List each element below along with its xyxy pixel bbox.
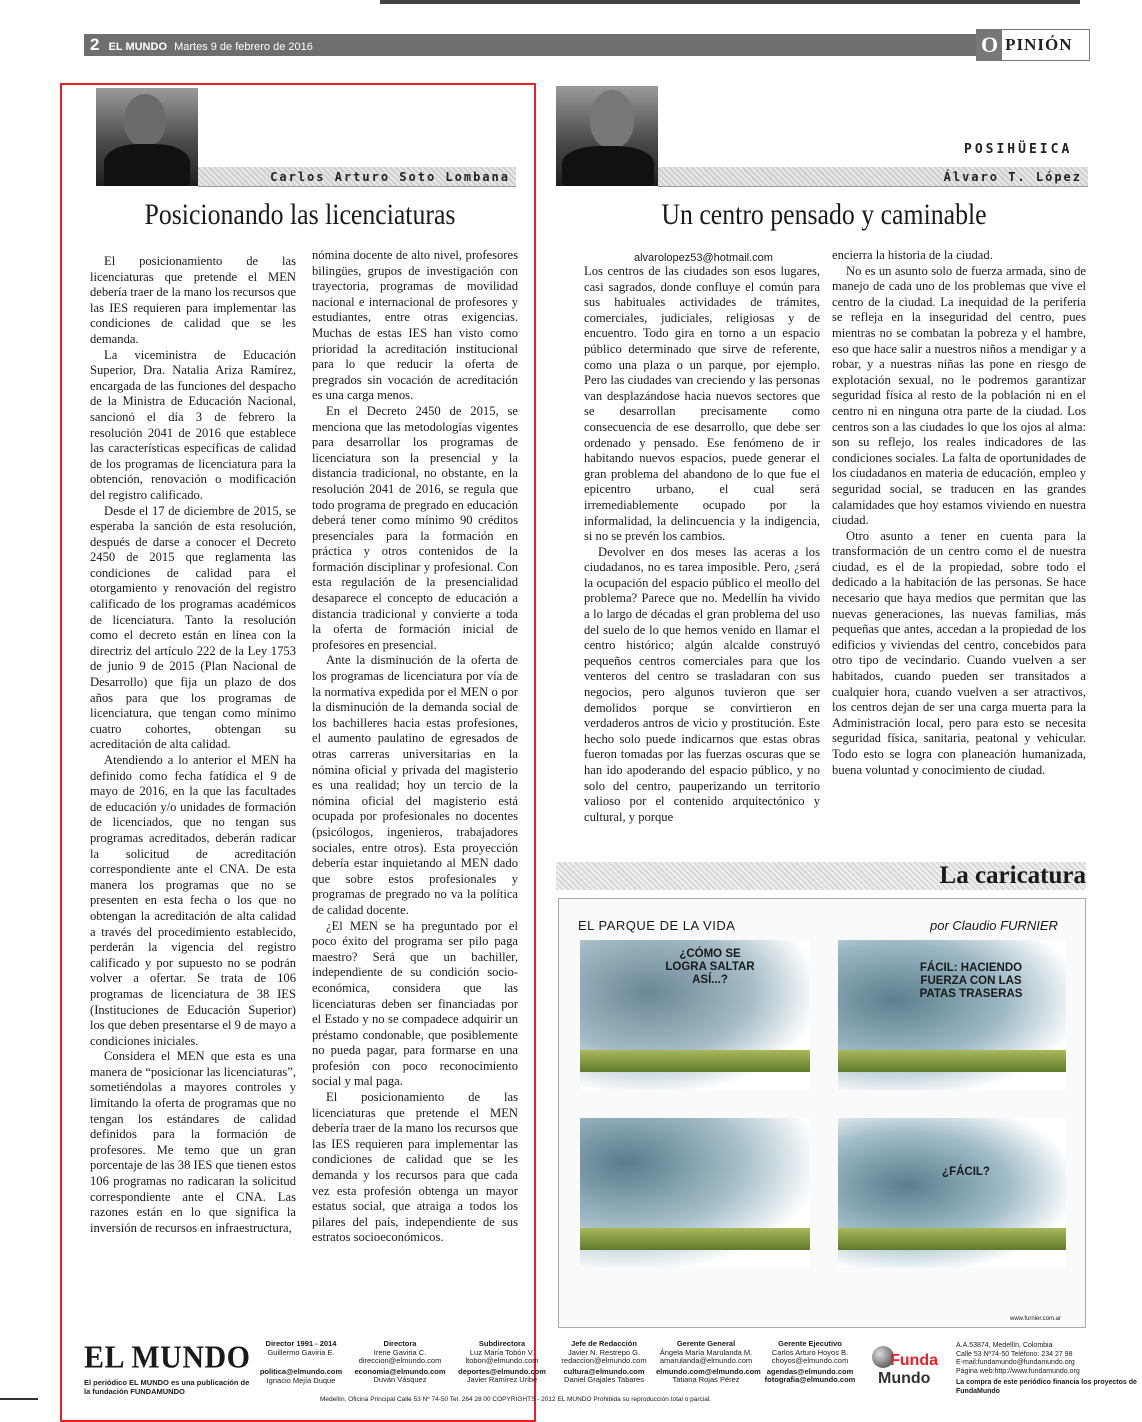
issue-date: Martes 9 de febrero de 2016 [174,41,313,53]
paragraph: El posicionamiento de las licenciaturas que pretende el MEN debería traer de la mano los recursos que las IES requieren para implementar las condiciones de calidad que se les demanda. [90,254,296,346]
staff-role: Gerente Ejecutivo [778,1339,842,1348]
staff-email-under: redaccion@elmundo.com [561,1356,647,1366]
staff-name: Carlos Arturo Hoyos B. [771,1347,849,1357]
cartoon-panel-3 [580,1118,810,1268]
cartoon-strip-title: EL PARQUE DE LA VIDA [578,918,736,933]
staff-email: politica@elmundo.com [259,1367,343,1377]
panel-ground [838,1228,1066,1250]
footer-logo-caption: El periódico EL MUNDO es una publicación de la fundación FUNDAMUNDO [84,1378,250,1396]
staff-role: Subdirectora [478,1339,526,1348]
photo-head [590,90,634,148]
staff-block [656,1339,761,1385]
paragraph: En el Decreto 2450 de 2015, se menciona que las metodologías vigentes para desarrollar los programas de licenciatura son la presencial y la distancia tradicional, no obstante, en la resolución 2041 de 2016, se regula que todo programa de pregrado en educación deberá tener como mínimo 90 créditos presenciales para la formación en práctica y otros contenidos de la formación disciplinar y profesional. Con esta regulación de la presencialidad desaparece el concepto de educación a distancia tradicional y convierte a toda la oferta de formación inicial de profesores en presencial. [312,403,518,652]
staff-name-2: Ignacio Mejía Duque [266,1375,336,1385]
staff-block [256,1340,346,1385]
fundamundo-logo [868,1344,948,1396]
staff-email: agendas@elmundo.com [766,1366,854,1376]
contact-line: Página web:http://www.fundamundo.org [956,1367,1080,1375]
staff-block [454,1340,550,1385]
right-article-col1 [584,264,820,825]
paper-name: EL MUNDO [108,41,167,53]
staff-name-2: Duván Vásquez [373,1375,427,1385]
cartoon-panel-4 [838,1118,1066,1268]
photo-suit [104,144,190,186]
staff-name: Luz María Tobón V. [469,1347,535,1357]
footer-address: Medellín, Oficina Principal Calle 53 Nº 74-50 Tel. 264 28 00 COPYRIGHTS - 2012 EL MUNDO Prohibida su reproducción total o parcial. [320,1396,712,1403]
paragraph: La viceministra de Educación Superior, Dra. Natalia Ariza Ramírez, encargada de las funciones del despacho de la Ministra de Educación Nacional, sancionó el día 3 de febrero la resolución 2041 de 2016 que establece las características específicas de calidad de los programas de licenciatura para la obtención, renovación o modificación del registro calificado. [90,347,296,502]
author-email: alvarolopez53@hotmail.com [634,252,773,264]
page-number: 2 [90,35,100,54]
column-kicker: POSIHÜEICA [964,142,1073,157]
spacer [256,1357,346,1366]
staff-block [760,1340,860,1385]
byline-bar-right [658,167,1088,187]
staff-name: Guillermo Gaviria E. [267,1347,335,1357]
paragraph: ¿El MEN se ha preguntado por el poco éxito del programa ser pilo paga maestro? Será que un bachiller, independiente de su condición socio-económica, considera que las licenciaturas deben ser financiadas por el Estado y no se compadece adquirir un préstamo condonable, que posiblemente no pueda pagar, para formarse en una profesión con poco reconocimiento social y mal paga. [312,918,518,1089]
photo-suit [562,146,654,186]
speech-bubble-2: FÁCIL: HACIENDO FUERZA CON LAS PATAS TRASERAS [919,962,1023,1000]
staff-email: economia@elmundo.com [354,1366,446,1376]
paragraph: encierra la historia de la ciudad. [832,248,993,262]
panel-ground [580,1050,810,1072]
right-article-col2 [832,248,1086,778]
paragraph: Los centros de las ciudades son esos lugares, casi sagrados, donde confluye el común para sus habituales actividades de trámites, comerciales, judiciales, religiosas y de encuentro. Todo gira en torno a un espacio público determinado que sirve de referente, como una plaza o un parque, por ejemplo. Pero las ciudades van creciendo y las personas van desplazándose hacia nuevos sectores que se desarrollan precisamente como consecuencia de ese desarrollo, que debe ser ordenado y pensado. Ese fenómeno de ir habitando nuevos espacios, puede generar el gran problema del abandono de lo que fue el epicentro urbano, el cual será irremediablemente ocupado por la informalidad, la delincuencia y la indigencia, si no se prevén los cambios. [584,264,820,544]
paragraph: Ante la disminución de la oferta de los programas de licenciatura por vía de la normativa expedida por el MEN o por la disminución de la demanda social de los bachilleres hacia estas profesiones, el aumento paulatino de egresados de otras carreras universitarias en la nómina oficial y privada del magisterio es una realidad; hoy un tercio de la nómina oficial del magisterio está ocupada por profesionales no docentes (psicólogos, ingenieros, trabajadores sociales, entre otros). Esta proyección debería estar inquietando al MEN dado que sobre estos profesionales y programas de pregrado no va la política de calidad docente. [312,653,518,917]
paragraph: Considera el MEN que esta es una manera de “posicionar las licenciaturas”, sometiéndolas a mayores controles y limitando la oferta de programas que no tengan los estándares de calidad definidos para la formación de profesores. Me temo que un gran porcentaje de las 38 IES que tienen estos 106 programas no radicaran la solicitud correspondiente ante el CNA. Las razones están en lo que significa la inversión de recursos en infraestructura, [90,1049,296,1235]
photo-head [124,94,166,146]
panel-ground [838,1050,1066,1072]
speech-bubble-3: ¿FÁCIL? [942,1166,990,1178]
section-initial: O [977,30,1002,60]
author-name-left: Carlos Arturo Soto Lombana [270,170,510,184]
headline-right: Un centro pensado y caminable [661,198,987,231]
staff-email: cultura@elmundo.com [563,1366,645,1376]
author-photo-left [96,88,198,186]
byline-bar-left [198,167,516,187]
staff-name-2: Tatiana Rojas Pérez [672,1375,740,1385]
staff-email: deportes@elmundo.com [458,1366,546,1376]
staff-email: elmundo.com@elmundo.com [656,1366,761,1376]
author-photo-right [556,86,658,186]
section-label [976,29,1090,61]
footer-contact [956,1342,1142,1396]
staff-block [556,1340,652,1385]
left-article-col2 [312,248,518,1246]
paragraph: Atendiendo a lo anterior el MEN ha definido como fecha fatídica el 9 de mayo de 2016, en la que las facultades de educación y/o unidades de formación de licenciados, que no tengan sus programas acreditados, deberán radicar la solicitud de acreditación correspondiente ante el CNA. De esta manera los programas que no se presenten en esta fecha o los que no obtengan la acreditación de alta calidad a través del procedimiento establecido, perderán la vigencia del registro calificado y por supuesto no se podrán volver a ofertar. Se trata de 106 programas de licenciatura de 38 IES (Instituciones de Educación Superior) los que deben presentarse el 9 de mayo a condiciones iniciales. [90,753,296,1048]
contact-line: Calle 53 Nº74-50 Teléfono: 234 27 98 [956,1350,1073,1358]
staff-name: Javier N. Restrepo G. [567,1347,641,1357]
caricatura-heading: La caricatura [939,862,1086,889]
staff-block [352,1340,448,1385]
paragraph: Otro asunto a tener en cuenta para la transformación de un centro como el de nuestra ciudad, es el de la propiedad, sobre todo el dedicado a la habitación de las personas. Se hace necesario que haya medios que permitan que las nuevas generaciones, las nuevas familias, más pequeñas que antes, accedan a la propiedad de los edificios y viviendas del centro, concebidos para otro tipo de vecindario. Cuando vuelven a ser habitados, cuando pueden ser transitados a cualquier hora, cuando vuelven a ser atractivos, los centros dejan de ser una carga muerta para la Administración local, pero para esto se necesita seguridad física, sanitaria, peatonal y vehicular. Todo esto se logra con planeación humanizada, buena voluntad y conocimiento de ciudad. [832,528,1086,777]
staff-email-under: direccion@elmundo.com [358,1356,442,1366]
footer-tagline: La compra de este periódico financia los proyectos de FundaMundo [956,1379,1137,1395]
section-rest: PINIÓN [1005,35,1073,54]
staff-name-2: Javier Ramírez Uribe [466,1375,538,1385]
paragraph: nómina docente de alto nivel, profesores bilingües, grupos de investigación con trayectoria, programas de movilidad nacional e internacional de profesores y estudiantes, entre otras exigencias. Muchas de estas IES han visto como prioridad la acreditación institucional para lo que reducir la oferta de pregrados sin vocación de acreditación es una carga menos. [312,248,518,403]
staff-role: Jefe de Redacción [571,1339,637,1348]
staff-role: Director 1991 - 2014 [265,1339,337,1348]
left-article-col1 [90,254,296,1236]
paragraph: Desde el 17 de diciembre de 2015, se esperaba la sanción de esta resolución, después de darse a conocer el Decreto 2450 de 2015 que reglamenta las condiciones de calidad para el otorgamiento y renovación del registro calificado de los programas académicos de licenciatura. Tanto la resolución como el decreto están en línea con la directriz del artículo 222 de la Ley 1753 de junio 9 de 2015 (Plan Nacional de Desarrollo) que fija un plazo de dos años para que los programas de licenciatura, que tengan como mínimo cuatro cohortes, obtengan su acreditación de alta calidad. [90,503,296,752]
staff-name-2: Daniel Grajales Tabares [564,1375,644,1385]
cartoon-author: por Claudio FURNIER [930,918,1058,933]
contact-line: E-mail:fundamundo@fundamundo.org [956,1359,1075,1366]
cartoon-url: www.furnier.com.ar [1010,1316,1062,1322]
footer-logo: EL MUNDO [84,1340,251,1375]
mundo-word: Mundo [878,1370,931,1387]
staff-name: Irene Gaviria C. [373,1347,427,1357]
top-rule [380,0,1080,4]
bottom-mark [0,1398,38,1400]
staff-role: Gerente General [676,1339,736,1348]
staff-role: Directora [383,1339,417,1348]
speech-bubble-1: ¿CÓMO SE LOGRA SALTAR ASÍ...? [665,948,755,986]
paragraph: Devolver en dos meses las aceras a los ciudadanos, no es tarea imposible. Pero, ¿será la ocupación del espacio público el meollo del problema? Parece que no. Medellín ha vivido a lo largo de décadas el gran problema del uso del suelo de lo que hemos venido en llamar el centro histórico; algún alcalde construyó pequeños centros comerciales para que los venteros del centro se trasladaran con sus negocios, pero algunos tuvieron que ser demolidos porque se convirtieron en verdaderos antros de vicio y prostitución. Este hecho solo puede indicarnos que estas obras fueron tomadas por las fuerzas oscuras que se han ido apoderando del espacio público, y no solo del centro, pauperizando un territorio valioso por el contenido arquitectónico y cultural, y porque [584,544,820,824]
paragraph: El posicionamiento de las licenciaturas que pretende el MEN debería traer de la mano los recursos que las IES requieren para implementar las condiciones de calidad que se les demanda y los recursos para que cada vez esta profesión obtenga un mayor estatus social, que atraiga a todos los pilares del país, independiente de sus estratos socioeconómicos. [312,1090,518,1245]
staff-email-under: ltobon@elmundo.com [465,1356,539,1366]
paragraph: No es un asunto solo de fuerza armada, sino de manejo de cada uno de los problemas que vive el centro de la ciudad. La inequidad de la periferia se refleja en la inseguridad del centro, pues mientras no se combatan la pobreza y el hambre, eso que hace salir a nuestros niños a mendigar y a robar, y a nuestras niñas las pone en riesgo de explotación sexual, no le podremos garantizar seguridad física al resto de la población ni en el centro ni en ninguna otra parte de la ciudad. Los centros son a las ciudades lo que los ojos al alma: son su reflejo, los reales indicadores de las condiciones sociales. La falta de oportunidades de los ciudadanos en materia de educación, empleo y seguridad social, se traducen en las grandes calamidades que hoy estamos viviendo en nuestra ciudad. [832,263,1086,528]
contact-line: A.A.53874, Medellín, Colombia [956,1342,1053,1349]
staff-email-under: amarulanda@elmundo.com [659,1356,753,1366]
staff-name: Ángela María Marulanda M. [659,1347,753,1357]
funda-word: Funda [890,1352,938,1369]
author-name-right: Álvaro T. López [943,170,1082,184]
panel-ground [580,1228,810,1250]
staff-email-2: fotografia@elmundo.com [764,1375,856,1385]
headline-left: Posicionando las licenciaturas [144,198,456,231]
page-header-info [90,36,313,56]
staff-email-under: choyos@elmundo.com [771,1356,849,1366]
